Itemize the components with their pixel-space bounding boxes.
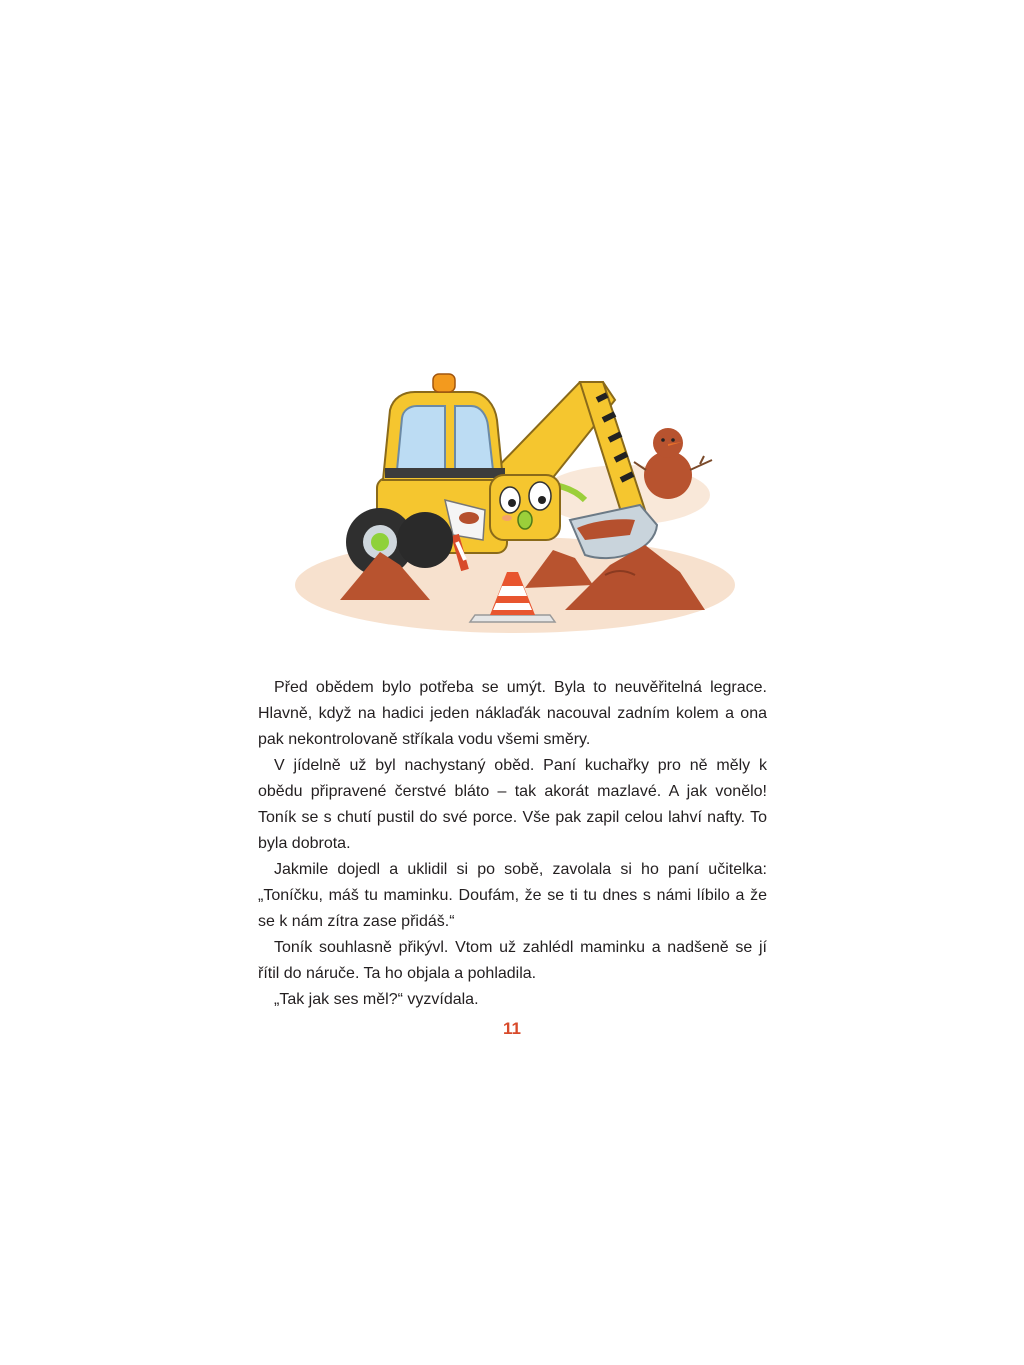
excavator-illustration [285, 360, 745, 650]
paragraph-1: Před obědem bylo potřeba se umýt. Byla to neuvěřitelná legrace. Hlavně, když na hadici jeden náklaďák nacouval zadním kolem a ona pak nekontrolovaně stříkala vodu všemi směry. [258, 679, 767, 748]
page-number: 11 [503, 1019, 521, 1038]
paragraph-3: Jakmile dojedl a uklidil si po sobě, zavolala si ho paní učitelka: „Toníčku, máš tu maminku. Doufám, že se ti tu dnes s námi líbilo a že se k nám zítra zase přidáš.“ [258, 861, 767, 930]
excavator-face [490, 475, 560, 540]
paragraph-4: Toník souhlasně přikývl. Vtom už zahlédl maminku a nadšeně se jí řítil do náruče. Ta ho objala a pohladila. [258, 939, 767, 982]
paragraph-5: „Tak jak ses měl?“ vyzvídala. [274, 991, 479, 1008]
story-text [258, 675, 767, 1013]
paragraph-2: V jídelně už byl nachystaný oběd. Paní kuchařky pro ně měly k obědu připravené čerstvé bláto – tak akorát mazlavé. A jak vonělo! Toník se s chutí pustil do své porce. Vše pak zapil celou lahví nafty. To byla dobrota. [258, 757, 767, 852]
